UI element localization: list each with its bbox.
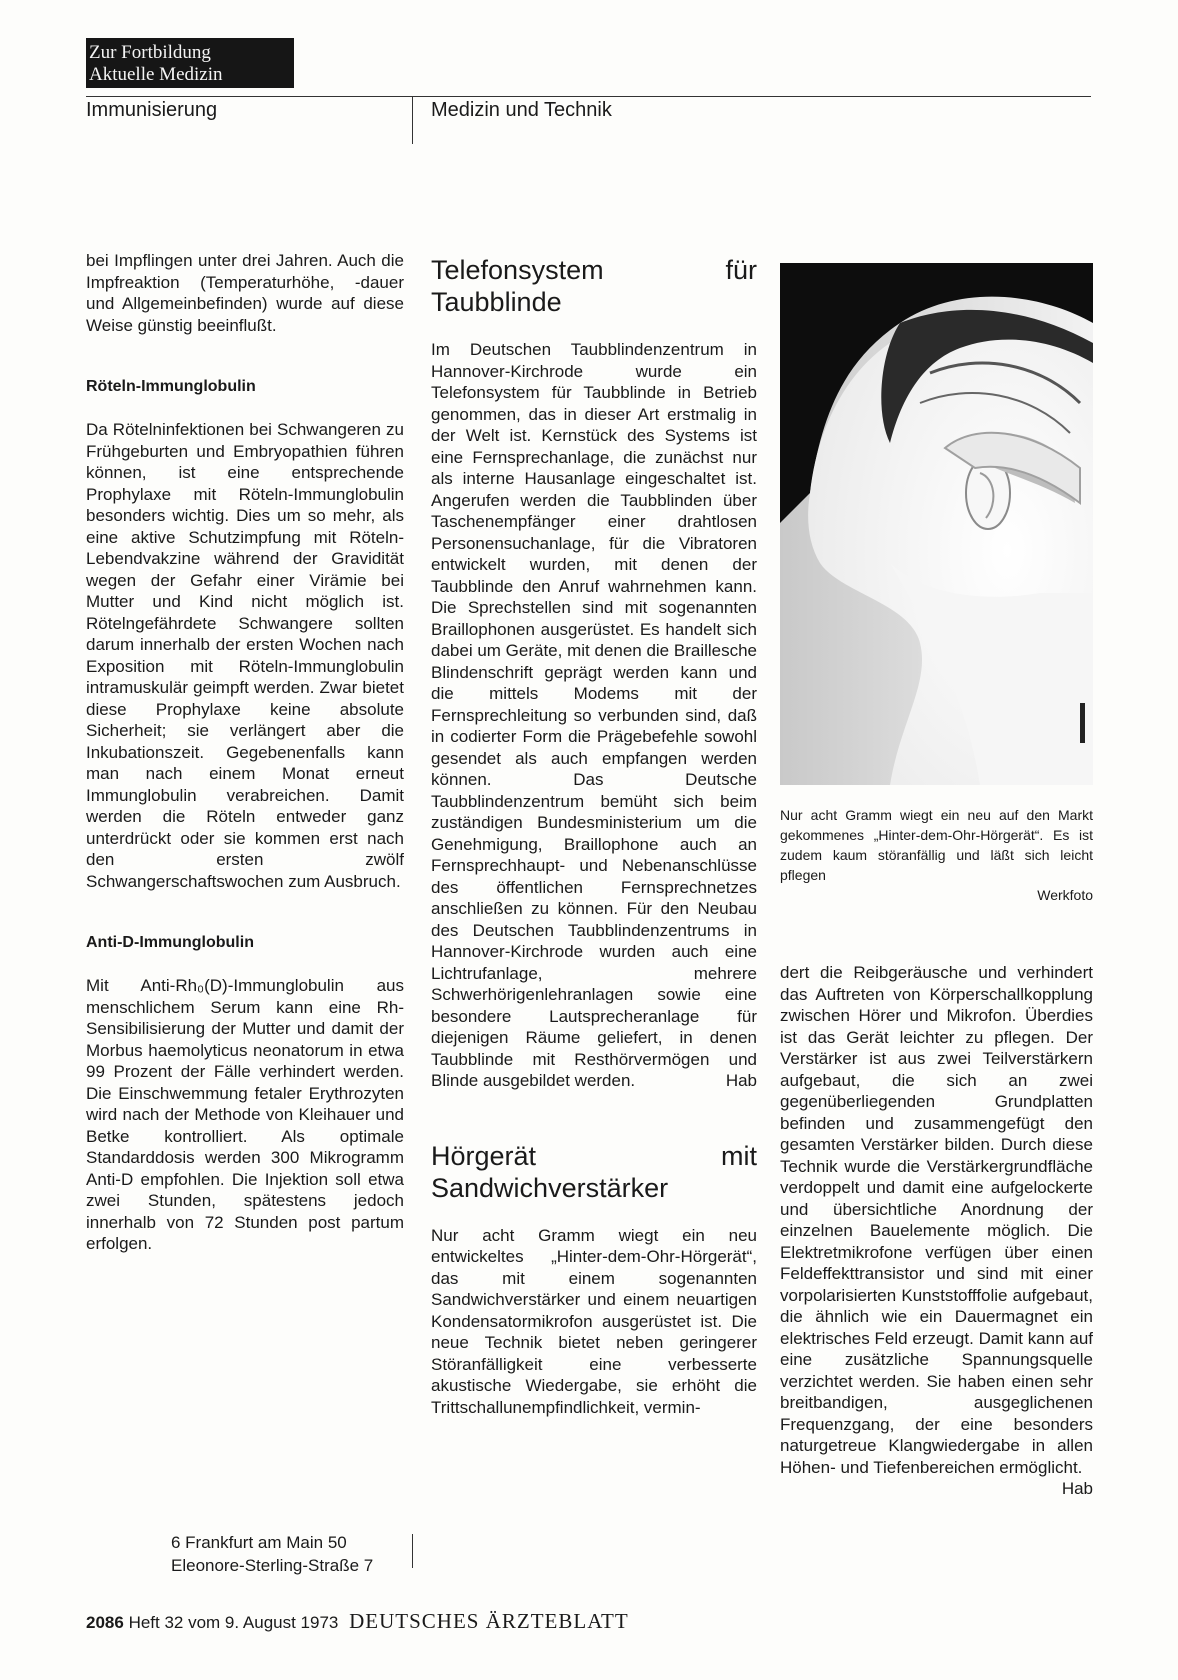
roeteln-paragraph: Da Rötelninfektionen bei Schwangeren zu Frühgeburten und Embryopathien führen können, ist eine entsprechende Prophylaxe mit Röteln-Immunglobulin besonders wichtig. Dies um so mehr, als eine aktive Schutzimpfung mit Röteln-Lebendvakzine während der Gravidität wegen der Gefahr einer Virämie bei Mutter und Kind nicht möglich ist. Rötelngefährdete Schwangere sollten darum innerhalb der ersten Wochen nach Exposition mit Röteln-Immunglobulin intramuskulär geimpft werden. Zwar bietet diese Prophylaxe keine absolute Sicherheit; sie verlängert aber die Inkubationszeit. Gegebenenfalls kann man nach einem Monat erneut Immunglobulin verabreichen. Damit werden die Röteln entweder ganz unterdrückt oder sie kommen erst nach den ersten zwölf Schwangerschaftswochen zum Ausbruch.: [86, 420, 404, 891]
hoergeraet-continuation: [780, 962, 1093, 1498]
profile-photo-illustration: [780, 263, 1093, 785]
hoergeraet-continuation-text: dert die Reibgeräusche und verhindert das Auftreten von Körperschallkopplung zwischen Hörer und Mikrofon. Überdies ist das Gerät leichter zu pflegen. Der Verstärker ist aus zwei Teilverstärkern aufgebaut, die sich an zwei gegenüberliegenden Grundplatten befinden und zusammengefügt den gesamten Verstärker bilden. Durch diese Technik wurde die Verstärkergrundfläche verdoppelt und damit eine aufgelockerte und übersichtliche Anordnung der einzelnen Bauelemente möglich. Die Elektretmikrofone verfügen über einen Feldeffekttransistor und sind mit einer vorpolarisierten Kunststofffolie aufgebaut, die ähnlich wie ein Dauermagnet ein elektrisches Feld erzeugt. Damit kann auf eine zusätzliche Spannungsquelle verzichtet werden. Sie haben einen sehr breitbandigen, ausgeglichenen Frequenzgang, der eine besonders naturgetreue Klangwiedergabe in allen Höhen- und Tiefenbereichen ermöglicht.: [780, 963, 1093, 1477]
telefonsystem-text: Im Deutschen Taubblindenzentrum in Hannover-Kirchrode wurde ein Telefonsystem für Taubblinde in Betrieb genommen, das in dieser Art erstmalig in der Welt ist. Kernstück des Systems ist eine Fernsprechanlage, die zunächst nur als interne Hausanlage eingeschaltet ist. Angerufen werden die Taubblinden über Taschenempfänger einer drahtlosen Personensuchanlage, für die Vibratoren entwickelt wurden, mit denen der Taubblinde den Anruf wahrnehmen kann. Die Sprechstellen sind mit sogenannten Braillophonen ausgerüstet. Es handelt sich dabei um Geräte, mit denen die Braillesche Blindenschrift geprägt werden kann und die mittels Modems mit der Fernsprechleitung so verbunden sind, daß in codierter Form die Prägebefehle sowohl gesendet als auch empfangen werden können. Das Deutsche Taubblindenzentrum bemüht sich beim zuständigen Bundesministerium um die Genehmigung, Braillophone auch an Fernsprechhaupt- und Nebenanschlüsse des öffentlichen Fernsprechnetzes anschließen zu können. Für den Neubau des Deutschen Taubblindenzentrums in Hannover-Kirchrode wurden auch eine Lichtrufanlage, mehrere Schwerhörigenlehranlagen sowie eine besondere Lautsprecheranlage für diejenigen Räume geliefert, in denen Taubblinde mit Resthörvermögen und Blinde ausgebildet werden.: [431, 340, 758, 1090]
hoergeraet-signature: Hab: [1061, 1479, 1093, 1498]
hearing-aid-photo: [780, 263, 1093, 785]
address-line-1: 6 Frankfurt am Main 50: [171, 1533, 347, 1552]
section-label-left: Immunisierung: [86, 99, 218, 121]
roeteln-heading: Röteln-Immunglobulin: [86, 378, 256, 395]
telefonsystem-signature: Hab: [725, 1071, 757, 1090]
rubric-line-2: Aktuelle Medizin: [89, 64, 223, 85]
photo-credit: Werkfoto: [1037, 887, 1093, 903]
page-number: 2086: [86, 1613, 124, 1632]
column-1: [86, 250, 404, 1255]
anti-d-heading: Anti-D-Immunglobulin: [86, 934, 254, 951]
column-3: [780, 962, 1093, 1500]
journal-name: DEUTSCHES ÄRZTEBLATT: [349, 1609, 629, 1633]
column-2: [431, 254, 757, 1418]
photo-caption: Nur acht Gramm wiegt ein neu auf den Markt gekommenes „Hinter-dem-Ohr-Hörgerät“. Es ist zudem kaum störanfällig und läßt sich leicht pflegen: [780, 807, 1093, 883]
rubric-line-1: Zur Fortbildung: [89, 42, 211, 63]
hoergeraet-paragraph: Nur acht Gramm wiegt ein neu entwickeltes „Hinter-dem-Ohr-Hörgerät“, das mit einem sogenannten Sandwichverstärker und einem neuartigen Kondensatormikrofon ausgerüstet ist. Die neue Technik bietet neben geringerer Störanfälligkeit eine verbesserte akustische Wiedergabe, sie erhöht die Trittschallunempfindlichkeit, vermin-: [431, 1225, 757, 1417]
page-footer: [86, 1610, 629, 1634]
section-label-right: Medizin und Technik: [431, 99, 612, 121]
headline-hoergeraet: Hörgerät mit Sandwichverstärker: [431, 1140, 757, 1203]
anti-d-paragraph: Mit Anti-Rh₀(D)-Immunglobulin aus menschlichem Serum kann eine Rh-Sensibilisierung der Mutter und damit der Morbus haemolyticus neonatorum in etwa 99 Prozent der Fälle verhindert werden. Die Einschwemmung fetaler Erythrozyten wird nach der Methode von Kleihauer und Betke kontrolliert. Als optimale Standarddosis werden 300 Mikrogramm Anti-D empfohlen. Die Injektion soll etwa zwei Stunden, spätestens jedoch innerhalb von 72 Stunden post partum erfolgen.: [86, 976, 404, 1253]
bottom-column-divider: [412, 1534, 413, 1568]
intro-paragraph: bei Impflingen unter drei Jahren. Auch die Impfreaktion (Temperaturhöhe, -dauer und Allgemeinbefinden) wurde auf diese Weise günstig beeinflußt.: [86, 251, 404, 335]
address-line-2: Eleonore-Sterling-Straße 7: [171, 1556, 374, 1575]
telefonsystem-paragraph: [431, 339, 757, 1092]
issue-info: Heft 32 vom 9. August 1973: [128, 1613, 339, 1632]
headline-telefonsystem: Telefonsystem für Taubblinde: [431, 255, 757, 317]
rubric-box: [86, 38, 294, 88]
top-column-divider: [412, 96, 413, 144]
